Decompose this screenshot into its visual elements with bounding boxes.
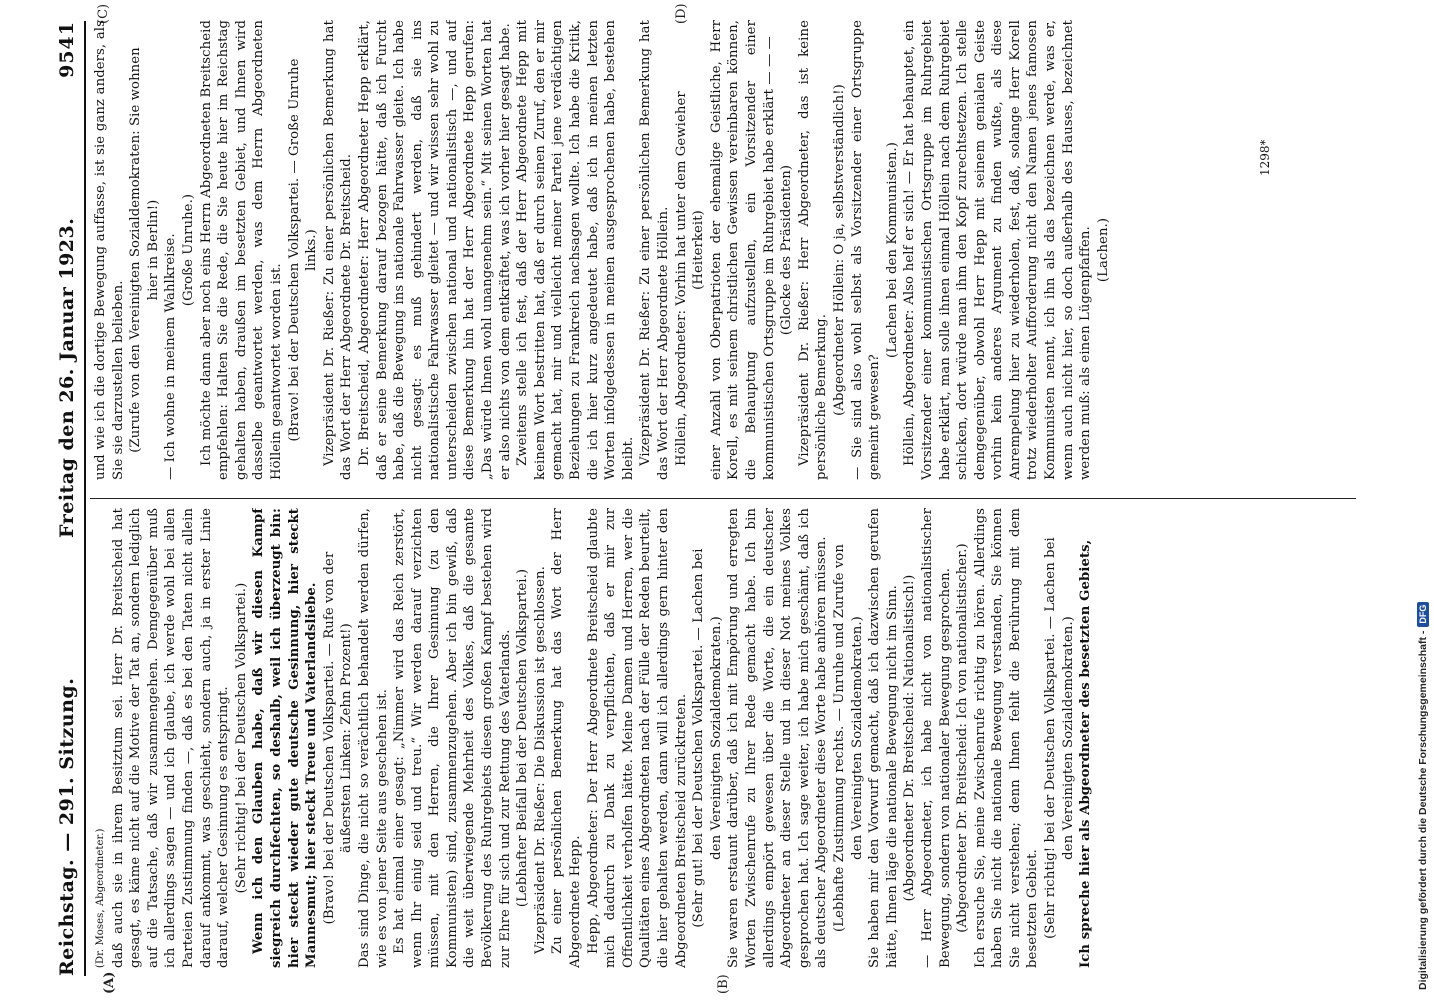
speech-paragraph: Dr. Breitscheid, Abgeordneter: Herr Abgeordneter Hepp erklärt, daß er seine Bemerkung darauf bezogen hätte, daß ich Furcht habe, daß die Bewegung ins nationale Fahrwasser gleite. Ich habe nicht gesagt: es muß gehindert werden, daß sie ins nationalistische Fahrwasser gleitet — und wir wissen sehr wohl zu unterscheiden zwischen national und nationalistisch —, und auf diese Bemerkung hin hat der Herr Abgeordnete Hepp gerufen: „Das würde Ihnen wohl unangenehm sein.“ Mit seinen Worten hat er also nichts von dem entkräftet, was ich vorher hier gesagt habe. bbox=[356, 20, 513, 480]
signature-number: 1298* bbox=[1258, 139, 1272, 176]
interjection: (Bravo! bei der Deutschen Volkspartei. — Rufe von der äußersten Linken: Zehn Prozent!) bbox=[321, 551, 355, 925]
interjection: (Abgeordneter Dr. Breitscheid: Nationalistisch!) bbox=[902, 574, 918, 902]
speaker-continuation: (Dr. Moses, Abgeordneter.) bbox=[95, 828, 106, 968]
page-header bbox=[54, 21, 80, 976]
session-title: Reichstag. — 291. Sitzung. bbox=[56, 677, 78, 976]
paragraph: Sie waren erstaunt darüber, daß ich mit Empörung und erregten Worten Zwischenrufe zu Ihrer Rede gemacht habe. Ich bin allerdings empört gewesen über die Worte, die ein deutscher Abgeordneter an dieser Stelle und in dieser Not meines Volkes gesprochen hat. Ich sage weiter, ich habe mich geschämt, daß ich als deutscher Abgeordneter diese Worte habe anhören müssen. bbox=[726, 508, 830, 968]
margin-marker-b: (B) bbox=[716, 974, 731, 994]
credit-text: Digitalisierung gefördert durch die Deutsche Forschungsgemeinschaft - bbox=[1417, 630, 1429, 990]
rotated-page bbox=[4, 1, 1396, 996]
margin-marker-c: (C) bbox=[96, 3, 111, 24]
digitization-credit bbox=[1416, 0, 1430, 994]
header-rule bbox=[84, 21, 86, 976]
paragraph: Das sind Dinge, die nicht so verächtlich behandelt werden dürfen, wie es von jener Seite aus geschehen ist. bbox=[356, 508, 390, 968]
right-column bbox=[92, 20, 1352, 480]
interjection: (Heiterkeit) bbox=[691, 210, 707, 290]
margin-marker-d: (D) bbox=[674, 3, 689, 24]
speech-paragraph: Höllein, Abgeordneter: Also helf er sich! — Er hat behauptet, ein Vorsitzender einer kommunistischen Ortsgruppe im Ruhrgebiet habe erklärt, man solle ihnen einmal Höllein nach dem Ruhrgebiet schicken, dort würde man ihm den Kopf zurechtsetzen. Ich stelle demgegenüber, obwohl Herr Hepp mit seinem genialen Geiste vorhin kein anderes Argument zu finden wußte, als diese Anrempelung hier zu wiederholen, fest, daß, solange Herr Korell trotz wiederholter Aufforderung nicht den Namen jenes famosen Kommunisten nennt, ich ihn als das bezeichnen werde, was er, wenn auch nicht hier, so doch außerhalb des Hauses, bezeichnet werden muß: als einen Lügenpfaffen. bbox=[902, 20, 1094, 480]
interjection: (Abgeordneter Höllein: O ja, selbstverständlich!) bbox=[831, 84, 847, 416]
presidium-statement: Vizepräsident Dr. Rießer: Die Diskussion ist geschlossen. bbox=[532, 566, 548, 954]
paragraph: Ich ersuche Sie, meine Zwischenrufe richtig zu hören. Allerdings haben Sie nicht die nationale Bewegung verstanden, Sie können Sie nicht verstehen; denn Ihnen fehlt die Berührung mit dem besetzten Gebiet. bbox=[972, 508, 1041, 968]
interjection: (Lebhafter Beifall bei der Deutschen Volkspartei.) bbox=[515, 568, 531, 908]
paragraph: Sie haben mir den Vorwurf gemacht, daß ich dazwischen gerufen hätte, Ihnen läge die nationale Bewegung nicht im Sinn. bbox=[867, 508, 900, 968]
paragraph: — Herr Abgeordneter, ich habe nicht von nationalistischer Bewegung, sondern von nationaler Bewegung gesprochen. bbox=[919, 508, 953, 968]
interjection: (Zurufe von den Vereinigten Sozialdemokraten: Sie wohnen hier in Berlin!) bbox=[128, 47, 161, 453]
presidium-statement: Vizepräsident Dr. Rießer: Herr Abgeordneter, das ist keine persönliche Bemerkung. bbox=[796, 20, 830, 480]
interjection: (Glocke des Präsidenten) bbox=[779, 164, 795, 336]
paragraph: Es hat einmal einer gesagt: „Nimmer wird das Reich zerstört, wenn Ihr einig seid und treu.“ Wir werden darauf verzichten müssen, mit den Herren, die Ihrer Gesinnung (zu den Kommunisten) sind, zusammenzugehen. Aber ich bin gewiß, daß die weit überwiegende Mehrheit des Volkes, daß die gesamte Bevölkerung des Ruhrgebiets diesen großen Kampf bestehen wird zur Ehre für sich und zur Rettung des Vaterlands. bbox=[392, 508, 513, 968]
paragraph: Zweitens stelle ich fest, daß der Herr Abgeordnete Hepp mit keinem Wort bestritten hat, daß er durch seinen Zuruf, den er mir gemacht hat, mir und vielleicht meiner Partei jene verdächtigen Beziehungen zu Frankreich nachsagen wollte. Ich habe die Kritik, die ich hier kurz angedeutet habe, daß ich in meinen letzten Worten infolgedessen in meinen ausgesprochenen habe, bestehen bleibt. bbox=[515, 20, 636, 480]
presidium-statement: Vizepräsident Dr. Rießer: Zu einer persönlichen Bemerkung hat das Wort der Herr Abgeordnete Dr. Breitscheid. bbox=[321, 20, 355, 480]
interjection: (Abgeordneter Dr. Breitscheid: Ich von nationalistischer.) bbox=[955, 543, 971, 933]
paragraph: und wie ich die dortige Bewegung auffasse, ist sie ganz anders, als Sie sie darzustellen belieben. bbox=[93, 20, 126, 480]
interjection: (Lebhafte Zustimmung rechts. — Unruhe und Zurufe von den Vereinigten Sozialdemokraten.) bbox=[831, 544, 865, 932]
margin-marker-a: (A) bbox=[102, 971, 117, 994]
paragraph: daß auch sie in ihrem Besitztum sei. Herr Dr. Breitscheid hat gesagt, es käme nicht auf die Motive der Tat an, sondern lediglich auf die Tatsache, daß wir zusammengehen. Demgegenüber muß ich allerdings sagen — und ich glaube, ich werde wohl bei allen Parteien Zustimmung finden —, daß es bei den Taten nicht allein darauf ankommt, was geschieht, sondern auch, ja in erster Linie darauf, welcher Gesinnung es entspringt. bbox=[110, 508, 232, 968]
interjection: (Lachen.) bbox=[1095, 217, 1111, 283]
paragraph: — Ich wohne in meinem Wahlkreise. bbox=[163, 233, 179, 480]
paragraph: — Sie sind also wohl selbst als Vorsitzender einer Ortsgruppe gemeint gewesen? bbox=[849, 20, 883, 480]
session-date: Freitag den 26. Januar 1923. bbox=[56, 217, 78, 538]
interjection: (Sehr richtig! bei der Deutschen Volkspartei. — Lachen bei den Vereinigten Sozialdemokraten.) bbox=[1043, 537, 1076, 939]
column-divider bbox=[90, 498, 1356, 499]
digitization-sidebar bbox=[1414, 0, 1434, 1000]
speech-paragraph: Höllein, Abgeordneter: Vorhin hat unter dem Gewieher bbox=[673, 91, 689, 466]
dfg-logo: DFG bbox=[1417, 602, 1429, 627]
interjection: (Bravo! bei der Deutschen Volkspartei. — Große Unruhe links.) bbox=[286, 58, 320, 442]
interjection: (Lachen bei den Kommunisten.) bbox=[884, 142, 900, 358]
left-column bbox=[92, 508, 1352, 968]
presidium-statement: Zu einer persönlichen Bemerkung hat das Wort der Herr Abgeordnete Hepp. bbox=[550, 508, 584, 968]
paragraph: Ich spreche hier als Abgeordneter des besetzten Gebiets, bbox=[1078, 539, 1094, 968]
page-number: 9541 bbox=[56, 21, 78, 78]
interjection: (Große Unruhe.) bbox=[180, 193, 196, 307]
speech-paragraph: Hepp, Abgeordneter: Der Herr Abgeordnete Breitscheid glaubte mich dadurch zu Dank zu verpflichten, daß er mir zur Offentlichkeit verholfen hätte. Meine Damen und Herren, wer die Qualitäten eines Abgeordneten nach der Fülle der Reden beurteilt, die hier gehalten werden, dann will ich allerdings gern hinter den Abgeordneten Breitscheid zurücktreten. bbox=[585, 508, 689, 968]
paragraph: einer Anzahl von Oberpatrioten der ehemalige Geistliche, Herr Korell, es mit seinem christlichen Gewissen vereinbaren können, die Behauptung aufzustellen, ein Vorsitzender einer kommunistischen Ortsgruppe im Ruhrgebiet habe erklärt — — — bbox=[708, 20, 777, 480]
paragraph: Wenn ich den Glauben habe, daß wir diesen Kampf siegreich durchfechten, so deshalb, weil ich überzeugt bin: hier steckt wieder gute deutsche Gesinnung, hier steckt Mannesmut; hier steckt Treue und Vaterlandsliebe. bbox=[251, 508, 320, 968]
interjection: (Sehr gut! bei der Deutschen Volkspartei. — Lachen bei den Vereinigten Sozialdemokraten.) bbox=[691, 548, 724, 928]
paragraph: Ich möchte dann aber noch eins Herrn Abgeordneten Breitscheid empfehlen: Halten Sie die Rede, die Sie heute hier im Reichstag gehalten haben, draußen im besetzten Gebiet, und Ihnen wird dasselbe geantwortet werden, was dem Herrn Abgeordneten Höllein geantwortet worden ist. bbox=[198, 20, 284, 480]
interjection: (Sehr richtig! bei der Deutschen Volkspartei.) bbox=[233, 582, 249, 894]
presidium-statement: Vizepräsident Dr. Rießer: Zu einer persönlichen Bemerkung hat das Wort der Herr Abgeordnete Höllein. bbox=[638, 20, 671, 480]
